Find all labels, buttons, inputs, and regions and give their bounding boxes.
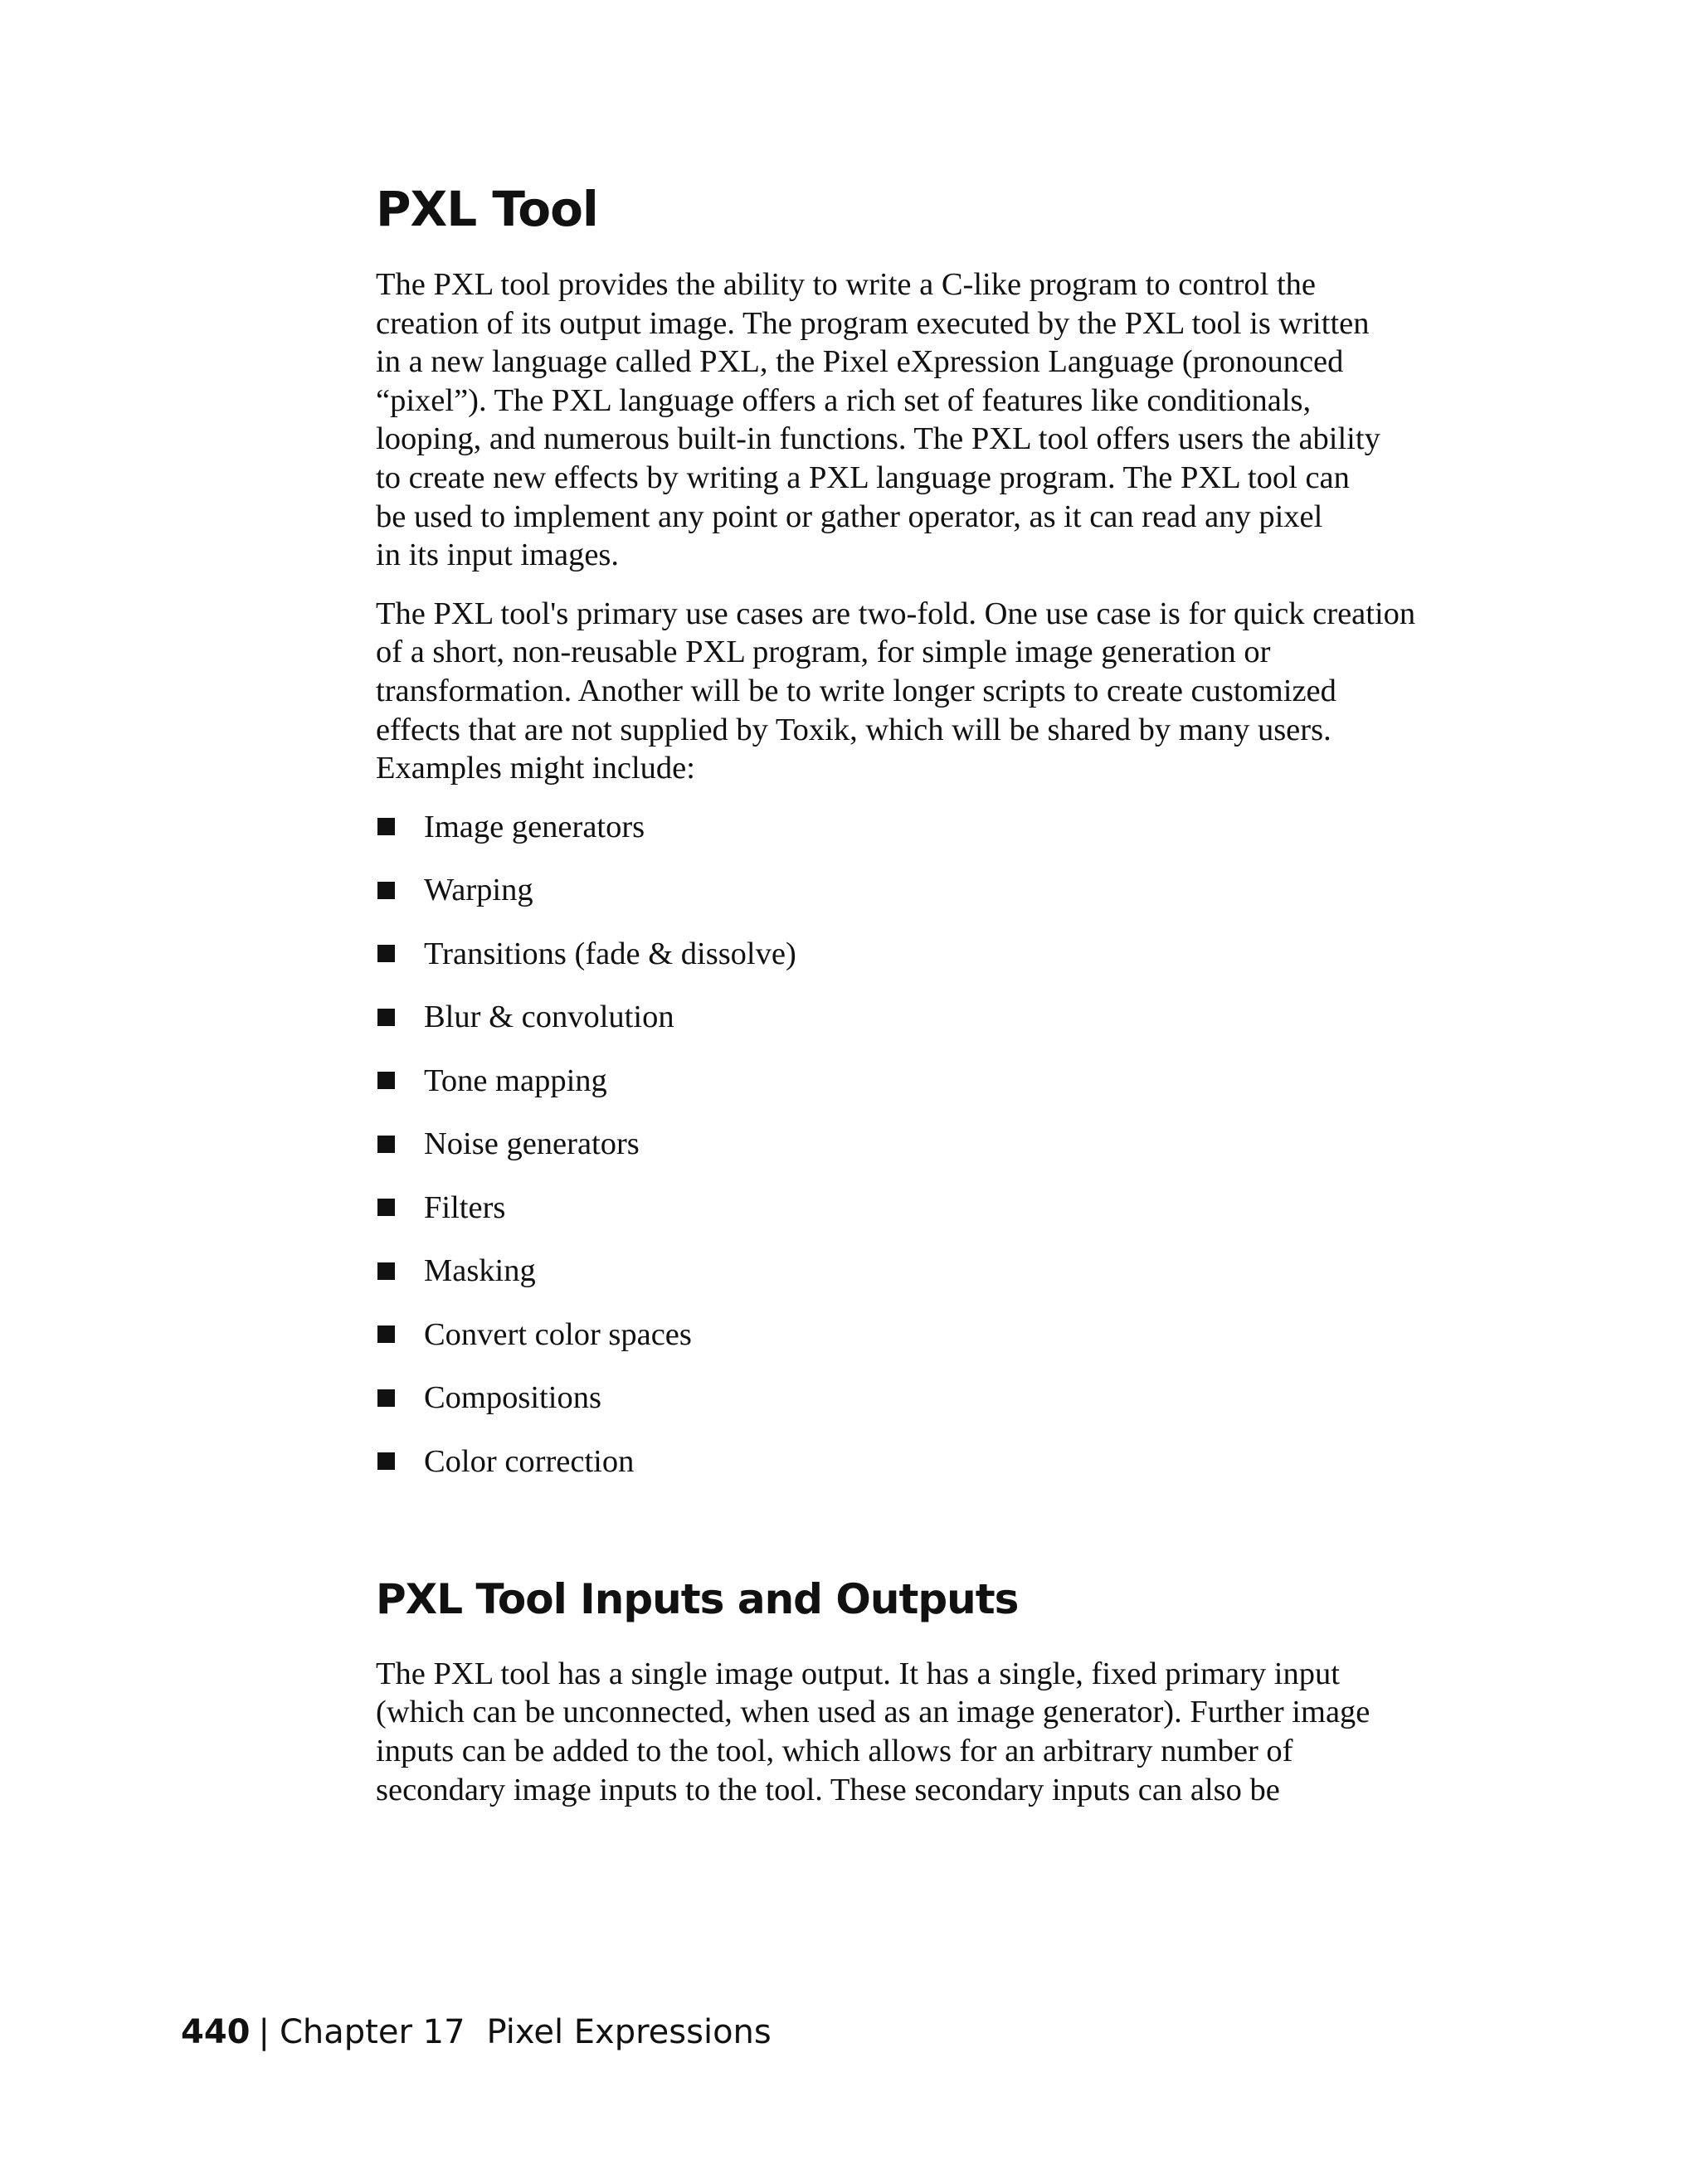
bullet-square-icon (377, 945, 395, 962)
chapter-title: Pixel Expressions (486, 2013, 772, 2051)
list-item-text: Compositions (424, 1380, 601, 1416)
use-cases-paragraph: The PXL tool's primary use cases are two-fold. One use case is for quick creation of a short, non-reusable PXL program, for simple image generation or transformation. Another will be to write longer scripts to create customized effects that are not supplied by Toxik, which will be shared by many users. Examples might include: (376, 596, 1416, 786)
list-item (376, 1442, 1471, 1481)
page-number: 440 (181, 2013, 251, 2051)
list-item-text: Warping (424, 873, 533, 908)
list-item-text: Image generators (424, 809, 645, 844)
list-item (376, 1125, 1471, 1163)
list-item (376, 998, 1471, 1036)
bullet-square-icon (377, 1009, 395, 1026)
bullet-square-icon (377, 1199, 395, 1216)
list-item (376, 1252, 1471, 1290)
footer-separator: | (258, 2013, 270, 2051)
page-footer (181, 2009, 772, 2055)
list-item (376, 808, 1471, 846)
bullet-square-icon (377, 1325, 395, 1343)
list-item-text: Color correction (424, 1443, 635, 1479)
bullet-square-icon (377, 818, 395, 835)
list-item (376, 1189, 1471, 1227)
list-item-text: Convert color spaces (424, 1316, 692, 1352)
list-item-text: Tone mapping (424, 1063, 607, 1098)
section-title-pxl-tool: PXL Tool (376, 181, 598, 237)
bullet-square-icon (377, 1072, 395, 1089)
list-item (376, 871, 1471, 909)
list-item (376, 935, 1471, 973)
list-item-text: Blur & convolution (424, 1000, 674, 1035)
page-content (376, 176, 1471, 1829)
bullet-square-icon (377, 1389, 395, 1407)
bullet-square-icon (377, 882, 395, 899)
list-item (376, 1379, 1471, 1417)
bullet-square-icon (377, 1262, 395, 1280)
intro-paragraph: The PXL tool provides the ability to write a C-like program to control the creation of its output image. The program executed by the PXL tool is written in a new language called PXL, the Pixel eXpression Language (pronounced “pixel”). The PXL language offers a rich set of features like conditionals, looping, and numerous built-in functions. The PXL tool offers users the ability to create new effects by writing a PXL language program. The PXL tool can be used to implement any point or gather operator, as it can read any pixel in its input images. (376, 267, 1380, 573)
list-item-text: Noise generators (424, 1126, 640, 1162)
inputs-outputs-paragraph: The PXL tool has a single image output. It has a single, fixed primary input (which can be unconnected, when used as an image generator). Further image inputs can be added to the tool, which allows for an arbitrary number of secondary image inputs to the tool. These secondary inputs can also be (376, 1656, 1370, 1807)
chapter-label: Chapter 17 (279, 2013, 465, 2051)
bullet-square-icon (377, 1136, 395, 1153)
list-item-text: Filters (424, 1189, 506, 1225)
bullet-square-icon (377, 1452, 395, 1470)
list-item (376, 1316, 1471, 1354)
list-item-text: Masking (424, 1253, 536, 1289)
section-title-inputs-outputs: PXL Tool Inputs and Outputs (376, 1574, 1019, 1623)
examples-list (376, 808, 1471, 1481)
list-item-text: Transitions (fade & dissolve) (424, 936, 796, 971)
list-item (376, 1062, 1471, 1100)
